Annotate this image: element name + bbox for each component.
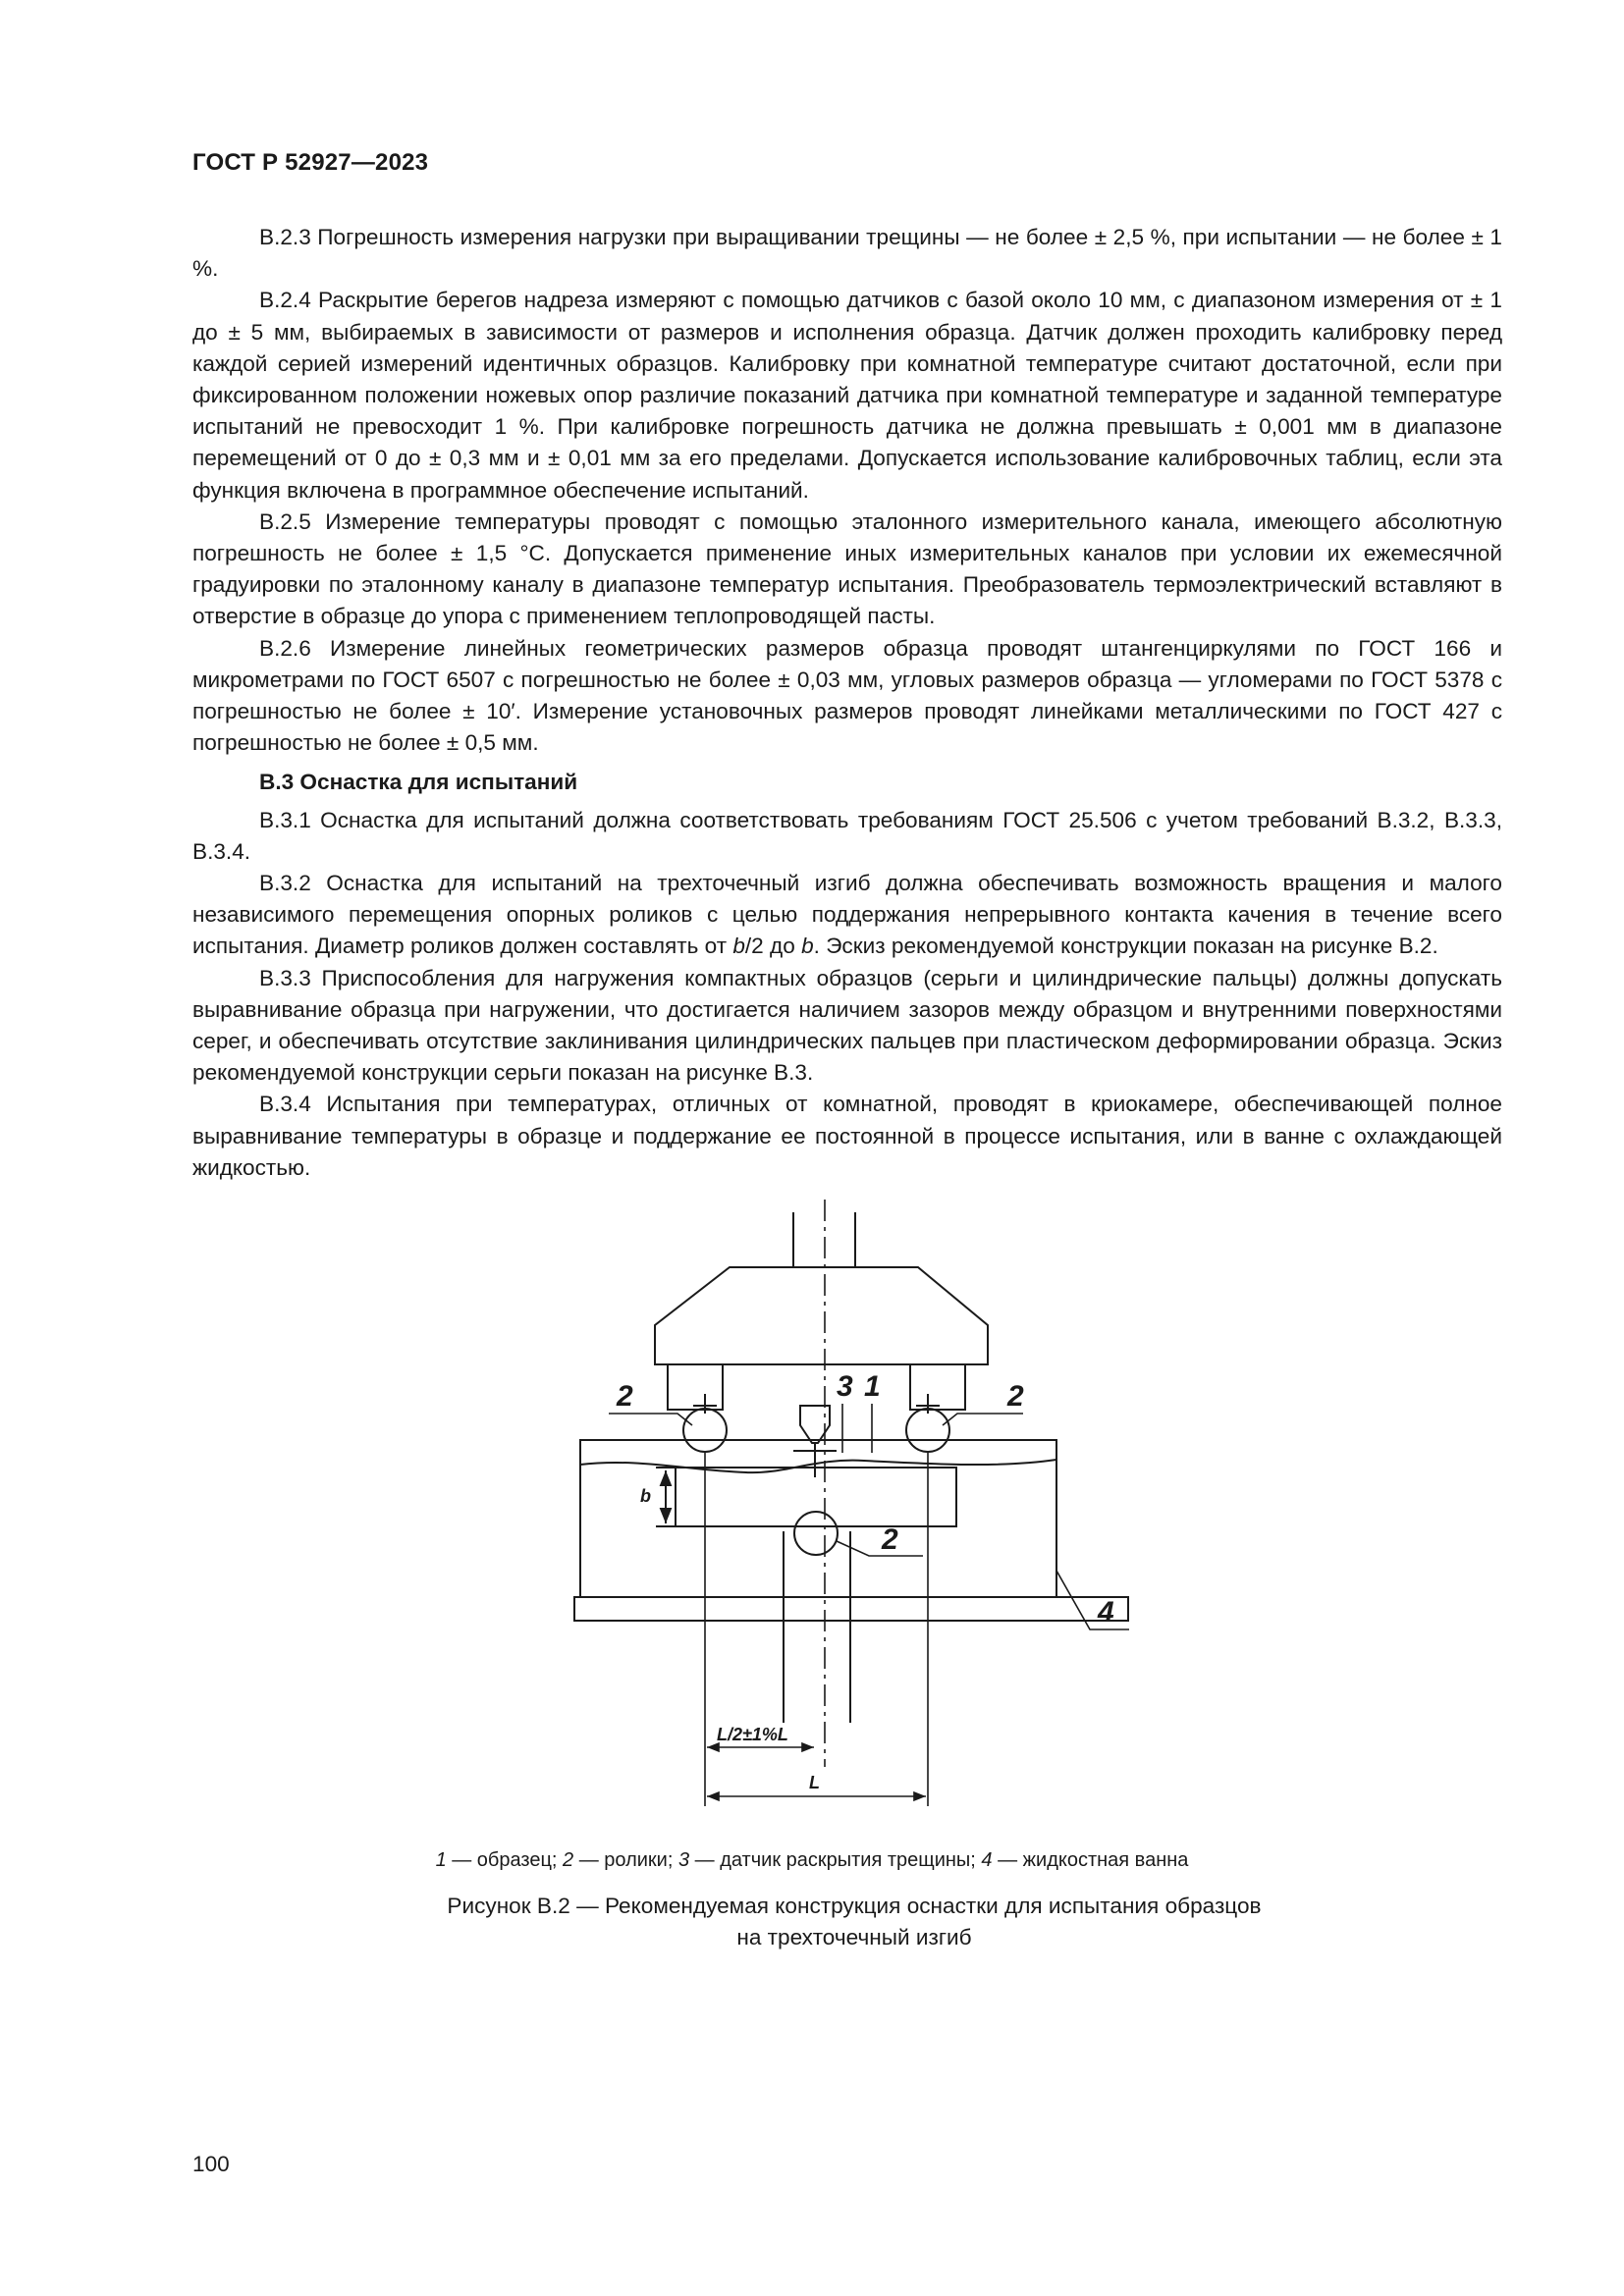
legend-text-3: — датчик раскрытия трещины; [689,1849,982,1871]
head-block-left [668,1364,723,1410]
label-dim-b: b [640,1486,651,1506]
figure-legend [0,1849,1624,1872]
paragraph-b32 [192,868,1502,963]
roller-left [683,1409,727,1452]
loading-head [655,1267,988,1364]
paragraph-b24: В.2.4 Раскрытие берегов надреза измеряют с помощью датчиков с базой около 10 мм, с диапазоном измерения от ± 1 до ± 5 мм, выбираемых в зависимости от размеров и исполнения образца. Датчик должен проходить калибровку перед каждой серией измерений идентичных образцов. Калибровку при комнатной температуре считают достаточной, если при фиксированном положении ножевых опор различие показаний датчика при комнатной температуре и заданной температуре испытаний не превосходит 1 %. При калибровке погрешность датчика не должна превышать ± 0,001 мм в диапазоне перемещений от 0 до ± 0,3 мм и ± 0,01 мм за его пределами. Допускается использование калибровочных таблиц, если эта функция включена в программное обеспечение испытаний. [192,288,1502,503]
label-roller-bottom: 2 [882,1523,898,1556]
roller-right [906,1409,949,1452]
legend-text-1: — образец; [446,1849,564,1871]
label-sensor: 3 [837,1370,853,1403]
label-dim-half-L: L/2±1%L [717,1725,788,1744]
figure-caption [0,1891,1624,1953]
label-roller-right: 2 [1007,1380,1024,1413]
legend-num-4: 4 [981,1849,993,1871]
liquid-surface [580,1460,1056,1472]
b32-part-e: . Эскиз рекомендуемой конструкции показан на рисунке В.2. [813,934,1438,959]
paragraph-b31: В.3.1 Оснастка для испытаний должна соответствовать требованиям ГОСТ 25.506 с учетом требований В.3.2, В.3.3, В.3.4. [192,807,1502,864]
legend-num-3: 3 [677,1849,690,1871]
b32-part-c: /2 до [744,934,802,959]
label-bath: 4 [1098,1596,1114,1629]
document-header: ГОСТ Р 52927—2023 [192,149,429,176]
label-dim-L: L [809,1773,820,1792]
paragraph-b23: В.2.3 Погрешность измерения нагрузки при выращивании трещины — не более ± 2,5 %, при испытании — не более ± 1 %. [192,225,1502,282]
section-heading-b3: В.3 Оснастка для испытаний [259,770,578,795]
legend-text-2: — ролики; [573,1849,678,1871]
legend-num-2: 2 [563,1849,574,1871]
legend-text-4: — жидкостная ванна [992,1849,1189,1871]
figure-three-point-bend-fixture [550,1193,1139,1841]
b32-part-a: В.3.2 Оснастка для испытаний на трехточечный изгиб должна обеспечивать возможность вращения и малого независимого перемещения опорных роликов с целью поддержания непрерывного контакта качения в течение всего испытания. Диаметр роликов должен составлять от [192,871,1502,959]
paragraph-b34: В.3.4 Испытания при температурах, отличных от комнатной, проводят в криокамере, обеспечивающей полное выравнивание температуры в образце и поддержание ее постоянной в процессе испытания, или в ванне с охлаждающей жидкостью. [192,1092,1502,1180]
page-number: 100 [192,2152,230,2176]
b32-var-b2: b [801,934,814,959]
paragraph-b33: В.3.3 Приспособления для нагружения компактных образцов (серьги и цилиндрические пальцы) должны допускать выравнивание образца при нагружении, что достигается наличием зазоров между образцом и внутренними поверхностями серег, и обеспечивать отсутствие заклинивания цилиндрических пальцев при пластическом деформировании образца. Эскиз рекомендуемой конструкции серьги показан на рисунке В.3. [192,965,1502,1086]
caption-line-2: на трехточечный изгиб [736,1925,972,1949]
caption-line-1: Рисунок В.2 — Рекомендуемая конструкция оснастки для испытания образцов [447,1894,1262,1918]
label-specimen: 1 [864,1370,881,1403]
support-post [784,1531,850,1723]
b32-var-b1: b [732,934,745,959]
label-roller-left: 2 [617,1380,633,1413]
roller-bottom [794,1512,838,1555]
body-text [192,222,1502,1184]
legend-num-1: 1 [435,1849,447,1871]
paragraph-b25: В.2.5 Измерение температуры проводят с помощью эталонного измерительного канала, имеющего абсолютную погрешность не более ± 1,5 °С. Допускается применение иных измерительных каналов при условии их ежемесячной градуировки по эталонному каналу в диапазоне температур испытания. Преобразователь термоэлектрический вставляют в отверстие в образце до упора с применением теплопроводящей пасты. [192,508,1502,629]
head-block-right [910,1364,965,1410]
paragraph-b26: В.2.6 Измерение линейных геометрических размеров образца проводят штангенциркулями по ГОСТ 166 и микрометрами по ГОСТ 6507 с погрешностью не более ± 0,03 мм, угловых размеров образца — угломерами по ГОСТ 5378 с погрешностью не более ± 10′. Измерение установочных размеров проводят линейками металлическими по ГОСТ 427 с погрешностью не более ± 0,5 мм. [192,635,1502,756]
